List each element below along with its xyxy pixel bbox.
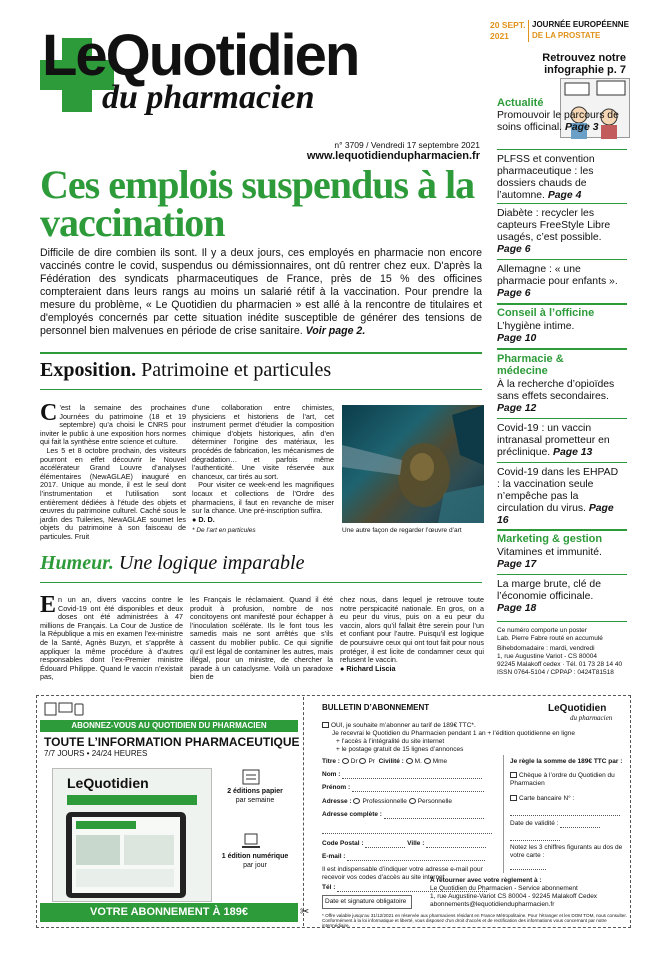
digital-edition: 1 édition numérique — [221, 853, 289, 860]
imprint-line: ISSN 0764-5104 / CPPAP : 0424T81518 — [497, 669, 614, 676]
phone-field[interactable]: Tél : — [322, 884, 502, 892]
imprint-line: 92245 Malakoff cedex · Tél. 01 73 28 14 40 — [497, 661, 623, 668]
name-field[interactable]: Nom : — [322, 771, 502, 779]
subscribe-checkbox[interactable] — [322, 722, 329, 728]
divider — [497, 149, 627, 150]
humeur-column-1 — [40, 592, 183, 682]
divider — [40, 352, 482, 354]
divider — [497, 529, 627, 531]
imprint — [497, 627, 629, 677]
toc-item[interactable]: Vitamines et immunité. Page 17 — [497, 547, 602, 570]
section-actualite[interactable]: Actualité — [497, 97, 544, 109]
toc-item[interactable]: Covid-19 : un vaccin intranasal prometteur en préclinique. Page 13 — [497, 423, 610, 458]
sub-subtitle: 7/7 JOURS • 24/24 HEURES — [44, 749, 148, 758]
divider — [497, 574, 627, 575]
humeur-title: Une logique imparable — [118, 552, 305, 574]
postcode-city-row[interactable]: Code Postal : Ville : — [322, 840, 502, 848]
humeur-kicker: Humeur. — [40, 552, 114, 574]
title-civility-row: Titre : Dr Pr Civilité : M. Mme — [322, 758, 448, 765]
form-logo: LeQuotidien — [548, 703, 607, 714]
digital-frequency: par jour — [243, 862, 267, 869]
divider — [497, 462, 627, 463]
divider — [40, 582, 482, 583]
return-address: À retourner avec votre règlement à : Le Quotidien du Pharmacien - Service abonnement 1, rue Augustine-Variot CS 80004 - 92245 Malakoff Cedex abonnements@lequotidiendupharmacien.fr — [430, 877, 598, 908]
card-number[interactable] — [510, 808, 625, 816]
signature-box[interactable] — [322, 895, 412, 909]
divider — [497, 259, 627, 260]
paper-frequency: par semaine — [235, 797, 275, 804]
subscribe-option[interactable]: OUI, je souhaite m’abonner au tarif de 189€ TTC*. Je recevrai le Quotidien du Pharmacien pendant 1 an + l’édition quotidienne en ligne + l’accès à l’intégralité du site internet + le postage gratuit de 15 lignes d’annonces — [322, 722, 622, 754]
banner-line1: JOURNÉE EUROPÉENNE — [532, 20, 629, 29]
mock-logo: LeQuotidien — [67, 775, 149, 791]
signature-label: Date et signature obligatoire — [325, 898, 407, 905]
card-expiry-boxes[interactable] — [510, 833, 625, 841]
firstname-field[interactable]: Prénom : — [322, 784, 502, 792]
radio-pr[interactable] — [359, 758, 366, 764]
lead-ref[interactable]: Voir page 2. — [305, 325, 366, 337]
banner-date: 20 SEPT. — [490, 20, 526, 30]
expo-note: * De l’art en particules — [192, 527, 256, 534]
infographic-teaser[interactable]: Retrouvez notre infographie p. 7 — [542, 52, 626, 76]
subscription-price-button[interactable]: VOTRE ABONNEMENT À 189€ — [40, 903, 298, 922]
form-divider — [503, 755, 504, 873]
lead-text: Difficile de dire combien ils sont. Il y a deux jours, ces employés en pharmacie non encore vaccinés contre le covid, suspendus ou démissionnaires, ont dû rentrer chez eux. D'après la Fédération des syndicats pharmaceutiques de France, près de 15 % des officines compteraient dans leurs rangs au moins un salarié rétif à la vaccination. Pour prendre la mesure du problème, « Le Quotidien du pharmacien » est allé à la rencontre de titulaires et d'employés concernés par cette situation inédite susceptible de générer des tensions de personnel bien malvenues en période de crise sanitaire. — [40, 247, 482, 337]
expo-column-2 — [192, 404, 334, 524]
expo-kicker: Exposition. — [40, 359, 137, 381]
divider — [497, 203, 627, 204]
address-field[interactable]: Adresse complète : — [322, 811, 502, 819]
toc-item[interactable]: Covid-19 dans les EHPAD : la vaccination seule n’empêche pas la circulation du virus. Page 16 — [497, 467, 619, 526]
divider — [40, 389, 482, 390]
toc-item[interactable]: Allemagne : « une pharmacie pour enfants ». Page 6 — [497, 264, 618, 299]
toc-item[interactable]: La marge brute, clé de l’économie officinale. Page 18 — [497, 579, 601, 614]
toc-item[interactable]: Diabète : recycler les capteurs FreeStyle Libre usagés, c’est possible. Page 6 — [497, 208, 611, 255]
banner-line2: DE LA PROSTATE — [532, 31, 601, 40]
laptop-icon — [241, 832, 261, 850]
section-marketing[interactable]: Marketing & gestion — [497, 533, 603, 545]
cvv-field[interactable] — [510, 862, 625, 870]
form-logo-sub: du pharmacien — [570, 714, 613, 722]
humeur-signature: ● Richard Liscia — [340, 663, 396, 673]
cvv-note: Notez les 3 chiffres figurants au dos de votre carte : — [510, 844, 623, 859]
tablet-screen — [72, 817, 180, 893]
logo-subtitle: du pharmacien — [102, 79, 315, 116]
toc-item[interactable]: Promouvoir le parcours de soins officinal. Page 3 — [497, 110, 619, 133]
toc-item[interactable]: PLFSS et convention pharmaceutique : les dossiers chauds de l’automne. Page 4 — [497, 154, 595, 201]
humeur-column-2: les Français le réclamaient. Quand il été produit à profusion, nombre de nos concitoyens ont manifesté pour échapper à l’inoculation scélérate. Ils le font tous les samedis mais ne sont arrêtés que s’ils cassent du mobilier public. Ce qui signifie qu’il est légal de contaminer les autres, mais illégal, pour un ministre, de chercher la parade à un cataclysme. Voilà un paradoxe bien de — [190, 595, 333, 682]
devices-icon — [44, 702, 86, 716]
issue-number: n° 3709 / Vendredi 17 septembre 2021 — [334, 140, 480, 150]
expo-signature: ● D. D. — [192, 514, 215, 524]
address-type-row: Adresse : Professionnelle Personnelle — [322, 798, 453, 805]
expo-dropcap: C — [40, 400, 58, 426]
imprint-line: Ce numéro comporte un poster — [497, 627, 587, 634]
payment-title: Je règle la somme de 189€ TTC par : — [510, 758, 623, 765]
expo-title: Patrimoine et particules — [141, 359, 332, 381]
banner-divider — [528, 20, 529, 42]
email-field[interactable]: E-mail : — [322, 853, 502, 861]
expo-photo — [342, 405, 484, 523]
radio-pro[interactable] — [353, 798, 360, 804]
toc-item[interactable]: L’hygiène intime. Page 10 — [497, 321, 575, 344]
expo-col1-text: ’est la semaine des prochaines Journées du patrimoine (18 et 19 septembre) qu’a choisi le CNRS pour inviter le public à une exposition hors normes qui fait la synthèse entre science et culture. — [40, 403, 186, 447]
radio-dr[interactable] — [342, 758, 349, 764]
prostate-day-banner[interactable] — [490, 20, 630, 54]
expo-heading — [40, 358, 331, 382]
fine-print: * Offre valable jusqu’au 31/12/2021 en réservée aux pharmaciens résidant en France Métropolitaine. Pour l’étranger et les DOM TOM, nous consulter. Conformément à la loi informatique et liberté, vous disposez d’un droit d’accès et de rectification des informations vous concernant par notre intermédiaire. — [322, 913, 627, 929]
banner-year: 2021 — [490, 31, 509, 41]
photo-caption: Une autre façon de regarder l’œuvre d’art — [342, 527, 462, 534]
payment-card[interactable]: Carte bancaire N° : — [510, 795, 625, 803]
form-title: BULLETIN D’ABONNEMENT — [322, 703, 430, 712]
mock-headline — [67, 795, 197, 805]
radio-mme[interactable] — [424, 758, 431, 764]
card-expiry[interactable]: Date de validité : — [510, 820, 625, 828]
radio-m[interactable] — [406, 758, 413, 764]
section-conseil[interactable]: Conseil à l’officine — [497, 307, 595, 319]
imprint-line: Lab. Pierre Fabre routé en accumulé — [497, 635, 603, 642]
lead-paragraph — [40, 247, 482, 338]
subscribe-banner[interactable]: ABONNEZ-VOUS AU QUOTIDIEN DU PHARMACIEN — [40, 720, 298, 732]
imprint-line: Bihebdomadaire : mardi, vendredi — [497, 645, 595, 652]
scissors-icon: ✂ — [300, 906, 310, 918]
site-link[interactable]: www.lequotidiendupharmacien.fr — [306, 150, 480, 162]
imprint-line: 1, rue Augustine Variot - CS 80004 — [497, 653, 597, 660]
humeur-column-3 — [340, 596, 484, 673]
toc-item[interactable]: À la recherche d’opioïdes sans effets secondaires. Page 12 — [497, 379, 615, 414]
humeur-dropcap: E — [40, 592, 57, 618]
divider — [497, 418, 627, 419]
logo-title[interactable]: LeQuotidien — [42, 23, 359, 88]
humeur-heading — [40, 551, 304, 575]
newspaper-icon — [241, 768, 261, 786]
divider — [497, 303, 627, 305]
address-line2[interactable] — [322, 826, 502, 834]
expo-col2-text: d’une collaboration entre chimistes, physiciens et historiens de l’art, cet instrument permet d’étudier la composition chimique d’objets historiques, afin d’en déterminer l’origine des matériaux, les procédés de fabrication, les mécanismes de dégradation… et parfois même l’authenticité. Une visite réservée aux chanceux, car tirés au sort. — [192, 403, 334, 481]
section-pharmacie-medecine[interactable]: Pharmacie & médecine — [497, 353, 564, 377]
sub-title: TOUTE L’INFORMATION PHARMACEUTIQUE — [44, 735, 300, 749]
expo-column-1 — [40, 400, 187, 542]
radio-perso[interactable] — [409, 798, 416, 804]
expo-col1b-text: Les 5 et 8 octobre prochain, des visiteurs pourront en effet découvrir le Nouvel accélérateur Grand Louvre d’analyses élémentaires (NewAGLAE) inauguré en 2017. Unique au monde, il est le seul dont l’instrumentation et l’utilisation sont entièrement dédiées à l’étude des objets et œuvres du patrimoine culturel. Caché sous le jardin des Tuileries, NewAGLAE soumet les objets du patrimoine à son faisceau de particules. Fruit — [40, 445, 187, 541]
humeur-col1-text: n un an, divers vaccins contre le Covid-19 ont été disponibles et deux doses ont été administrées à 47 millions de Français. La Cour de Justice de la République a mis en examen l’ex-ministre de la Santé, Agnès Buzyn, et s’apprête à appliquer la même procédure à d’autres responsables dont l’ex-Premier ministre Édouard Philippe. Quand le vaccin n’existait pas, — [40, 595, 183, 682]
payment-cheque[interactable]: Chèque à l’ordre du Quotidien du Pharmacien — [510, 772, 615, 787]
divider — [497, 621, 627, 622]
expo-col2b-text: Pour visiter ce week-end les magnifiques locaux et collections de l’Ordre des pharmaciens, il faut en revanche de miser sur la chance. Une pré-inscription suffira. — [192, 480, 335, 516]
divider — [497, 348, 627, 350]
paper-editions: 2 éditions papier — [227, 788, 283, 795]
cut-line — [303, 697, 304, 926]
main-headline[interactable]: Ces emplois suspendus à la vaccination — [40, 162, 475, 245]
humeur-col3-text: chez nous, dans lequel je retrouve toute notre perspicacité nationale. En gros, on a eu peur du virus, puis on a eu peur du vaccin, alors qu’il fallait être serein pour l’un et confiant pour l’autre. Puisqu’il est logique de poursuivre ceux qui ont tout fait pour nous protéger, il est licite de condamner ceux qui refusent le vaccin. — [340, 595, 484, 665]
email-note: Il est indispensable d’indiquer votre adresse e-mail pour recevoir vos codes d’accès au site internet — [322, 866, 483, 881]
